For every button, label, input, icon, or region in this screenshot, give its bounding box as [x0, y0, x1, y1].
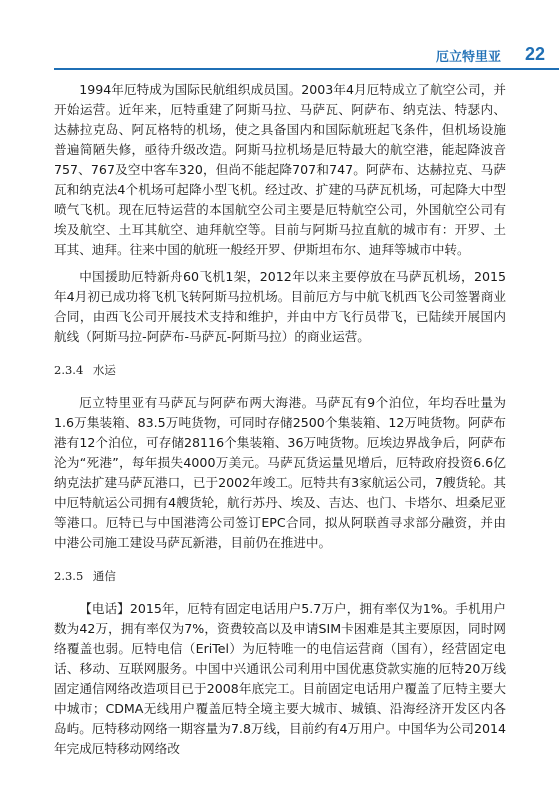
telecom-paragraph-1: 【电话】2015年，厄特有固定电话用户5.7万户，拥有率仅为1%。手机用户数为42万，拥有率仅为7%，资费较高以及申请SIM卡困难是其主要原因，同时网络覆盖也弱。厄特电信（EriTel）为厄特唯一的电信运营商（国有），经营固定电话、移动、互联网服务。中国中兴通讯公司利用中国优惠贷款实施的厄特20万线固定通信网络改造项目已于2008年底完工。目前固定电话用户覆盖了厄特主要大中城市；CDMA无线用户覆盖厄特全境主要大城市、城镇、沿海经济开发区内各岛屿。厄特移动网络一期容量为7.8万线，目前约有4万用户。中国华为公司2014年完成厄特移动网络改: [54, 601, 506, 756]
page-number: 22: [524, 44, 545, 64]
water-paragraph-1: 厄立特里亚有马萨瓦与阿萨布两大海港。马萨瓦有9个泊位，年均吞吐量为1.6万集装箱、83.5万吨货物，可同时存储2500个集装箱、12万吨货物。阿萨布港有12个泊位，可存储28116个集装箱、36万吨货物。厄埃边界战争后，阿萨布沦为“死港”，每年损失4000万美元。马萨瓦货运量见增后，厄特政府投资6.6亿纳克法扩建马萨瓦港口，已于2002年竣工。厄特共有3家航运公司，7艘货轮。其中厄特航运公司拥有4艘货轮，航行苏丹、埃及、吉达、也门、卡塔尔、坦桑尼亚等港口。厄特已与中国港湾公司签订EPC合同，拟从阿联酋寻求部分融资，并由中港公司施工建设马萨瓦新港，目前仍在推进中。: [54, 395, 506, 550]
aviation-paragraph-1: 1994年厄特成为国际民航组织成员国。2003年4月厄特成立了航空公司，并开始运营。近年来，厄特重建了阿斯马拉、马萨瓦、阿萨布、纳克法、特瑟内、达赫拉克岛、阿瓦格特的机场，使之具备国内和国际航班起飞条件，但机场设施普遍简陋失修，亟待升级改造。阿斯马拉机场是厄特最大的航空港，能起降波音757、767及空中客车320，但尚不能起降707和747。阿萨布、达赫拉克、马萨瓦和纳克法4个机场可起降小型飞机。经过改、扩建的马萨瓦机场，可起降大中型喷气飞机。现在厄特运营的本国航空公司主要是厄特航空公司，外国航空公司有埃及航空、土耳其航空、迪拜航空等。目前与阿斯马拉直航的城市有：开罗、土耳其、迪拜。往来中国的航班一般经开罗、伊斯坦布尔、迪拜等城市中转。: [54, 82, 506, 257]
running-header-title: 厄立特里亚: [435, 50, 501, 65]
section-heading-water: [54, 361, 506, 379]
header-rule: [54, 68, 559, 70]
page-body: [54, 80, 506, 766]
section-number: 2.3.4: [54, 363, 84, 377]
page-header: [0, 0, 559, 78]
section-heading-telecom: [54, 567, 506, 585]
section-title: 水运: [92, 363, 116, 377]
section-number: 2.3.5: [54, 569, 84, 583]
aviation-paragraph-2: 中国援助厄特新舟60飞机1架，2012年以来主要停放在马萨瓦机场，2015年4月初已成功将飞机飞转阿斯马拉机场。目前厄方与中航飞机西飞公司签署商业合同，由西飞公司开展技术支持和维护，并由中方飞行员带飞，已陆续开展国内航线（阿斯马拉-阿萨布-马萨瓦-阿斯马拉）的商业运营。: [54, 269, 506, 344]
section-title: 通信: [92, 569, 116, 583]
